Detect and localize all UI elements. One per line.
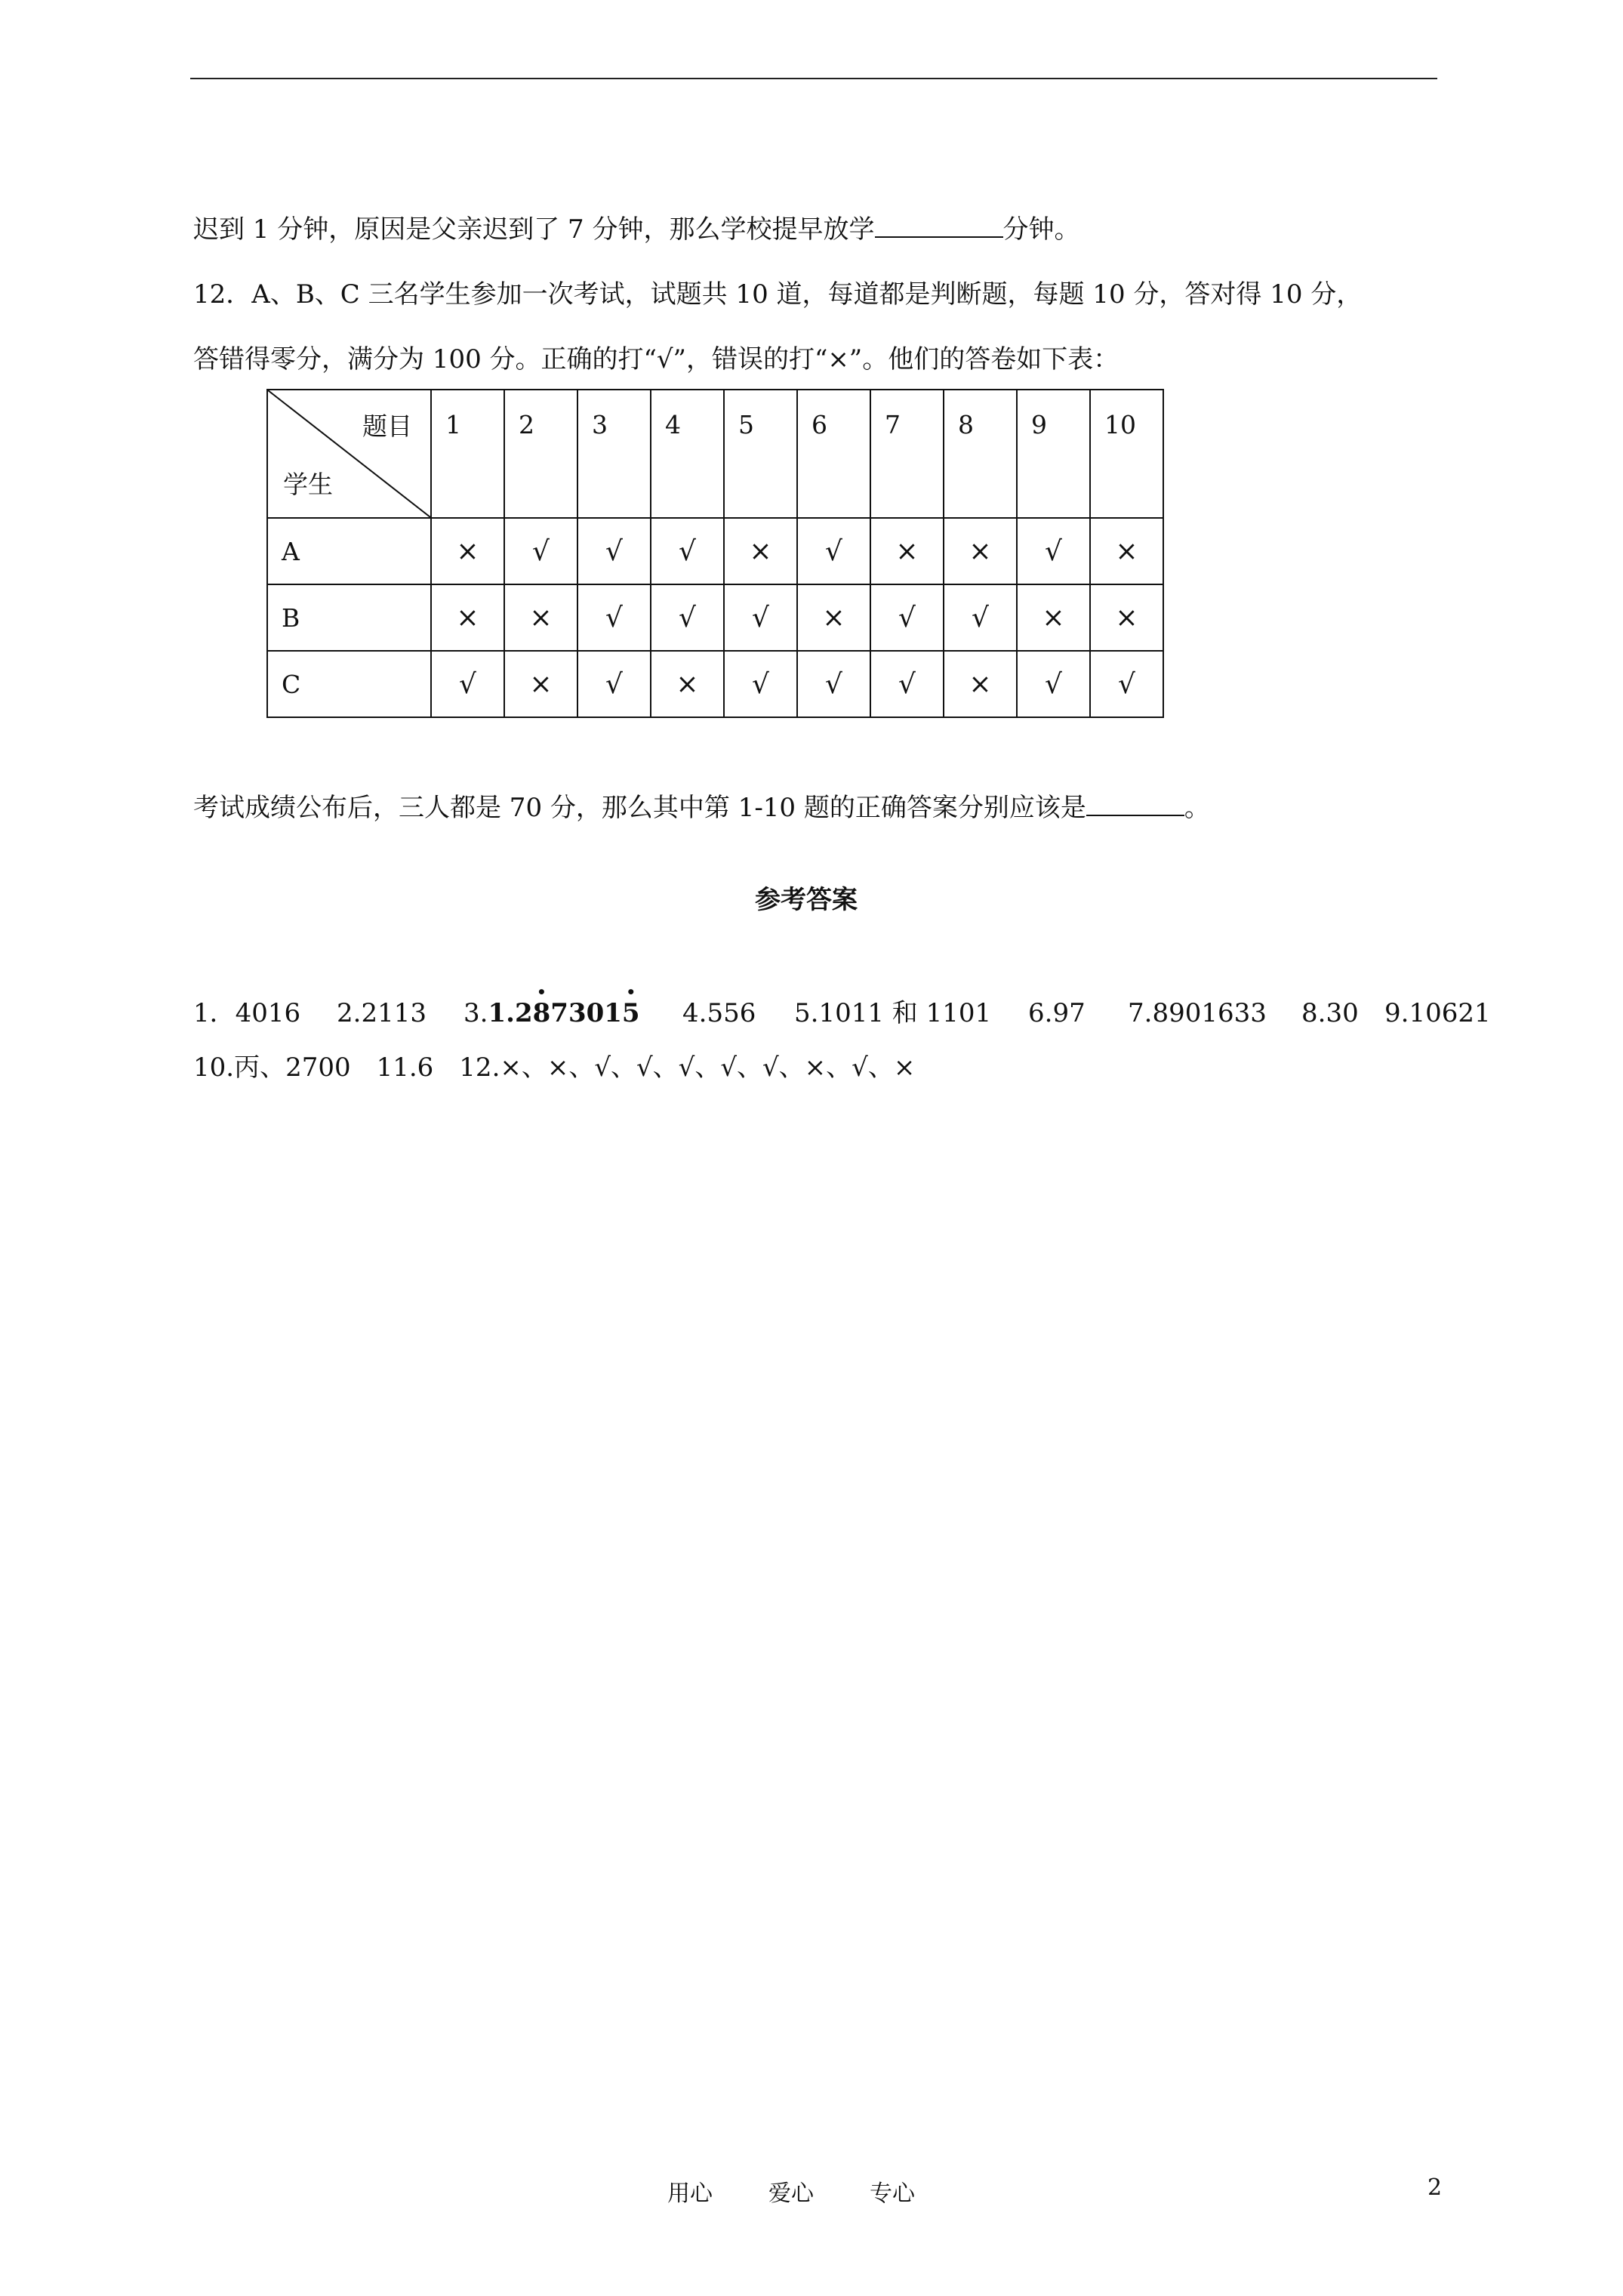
footer-motto-3: 专心	[870, 2180, 915, 2207]
answer-line-2: 10.丙、2700 11.6 12.×、×、√、√、√、√、√、×、√、×	[193, 1052, 916, 1083]
answer-mark: ×	[724, 518, 797, 584]
answer-mark: √	[724, 651, 797, 717]
answer-mark: ×	[431, 518, 504, 584]
row-label: B	[267, 584, 431, 651]
answer-5: 5.1011 和 1101	[794, 998, 992, 1028]
answer-blank	[875, 214, 1003, 238]
column-header: 7	[870, 390, 944, 518]
repeat-dot-digit: • 8	[533, 998, 551, 1028]
question-12-line-1: 12．A、B、C 三名学生参加一次考试，试题共 10 道，每道都是判断题，每题 10 分，答对得 10 分，	[193, 279, 1363, 310]
answer-mark: ×	[870, 518, 944, 584]
q11-text: 迟到 1 分钟，原因是父亲迟到了 7 分钟，那么学校提早放学	[193, 214, 875, 245]
page-number: 2	[1427, 2174, 1443, 2201]
row-label: A	[267, 518, 431, 584]
q12-prompt-end: 。	[1184, 793, 1210, 823]
answer-mark: √	[797, 651, 870, 717]
answer-mark: √	[870, 651, 944, 717]
column-header: 3	[577, 390, 651, 518]
answer-mark: ×	[1090, 584, 1163, 651]
diagonal-header-cell	[267, 390, 431, 518]
answer-mark: √	[577, 651, 651, 717]
repeating-decimal	[488, 998, 639, 1028]
answer-mark: ×	[1090, 518, 1163, 584]
column-header: 10	[1090, 390, 1163, 518]
q12-prompt-text: 考试成绩公布后，三人都是 70 分，那么其中第 1-10 题的正确答案分别应该是	[193, 793, 1086, 823]
answer-mark: √	[870, 584, 944, 651]
column-header: 4	[651, 390, 724, 518]
answer-mark: √	[724, 584, 797, 651]
answer-mark: ×	[944, 651, 1017, 717]
table-row	[267, 651, 1163, 717]
answer-mark: √	[1017, 651, 1090, 717]
repeating-decimal-start: 1.2	[488, 998, 533, 1028]
answer-4: 4.556	[682, 998, 756, 1028]
answer-2: 2.2113	[337, 998, 427, 1028]
header-rule	[190, 78, 1437, 79]
answer-mark: √	[577, 518, 651, 584]
answer-3-prefix: 3.	[463, 998, 488, 1028]
table-row	[267, 518, 1163, 584]
header-question-label: 题目	[362, 411, 412, 441]
answer-mark: √	[1017, 518, 1090, 584]
question-12-line-2: 答错得零分，满分为 100 分。正确的打“√”，错误的打“×”。他们的答卷如下表：	[193, 344, 1119, 374]
answer-mark: √	[431, 651, 504, 717]
table-row	[267, 584, 1163, 651]
answer-mark: ×	[944, 518, 1017, 584]
q11-text-end: 分钟。	[1002, 214, 1080, 245]
column-header: 2	[504, 390, 577, 518]
header-student-label: 学生	[283, 470, 333, 499]
answer-mark: ×	[797, 584, 870, 651]
answer-8: 8.30	[1301, 998, 1359, 1028]
answer-mark: √	[651, 584, 724, 651]
footer-motto-2: 爱心	[768, 2180, 814, 2207]
row-label: C	[267, 651, 431, 717]
answer-mark: ×	[504, 651, 577, 717]
answer-3	[463, 998, 640, 1028]
repeat-dot-digit: • 5	[622, 998, 640, 1028]
column-header: 1	[431, 390, 504, 518]
answer-mark: √	[1090, 651, 1163, 717]
answer-mark: ×	[504, 584, 577, 651]
answer-sheet-table	[266, 389, 1164, 718]
answer-7: 7.8901633	[1128, 998, 1267, 1028]
question-12-prompt	[193, 792, 1210, 823]
column-header: 5	[724, 390, 797, 518]
answer-mark: ×	[1017, 584, 1090, 651]
column-header: 9	[1017, 390, 1090, 518]
answer-mark: √	[797, 518, 870, 584]
answer-mark: √	[577, 584, 651, 651]
answer-mark: ×	[431, 584, 504, 651]
footer-motto-1: 用心	[667, 2180, 713, 2207]
answer-1: 1．4016	[193, 998, 301, 1028]
answer-mark: √	[944, 584, 1017, 651]
table-header-row	[267, 390, 1163, 518]
answer-9: 9.10621	[1384, 998, 1491, 1028]
column-header: 6	[797, 390, 870, 518]
column-header: 8	[944, 390, 1017, 518]
answer-mark: √	[651, 518, 724, 584]
answer-mark: √	[504, 518, 577, 584]
answer-6: 6.97	[1028, 998, 1086, 1028]
answer-blank	[1086, 792, 1184, 816]
repeating-decimal-middle: 7301	[550, 998, 622, 1028]
answer-key-title: 参考答案	[755, 885, 858, 915]
answer-mark: ×	[651, 651, 724, 717]
question-11-continuation	[193, 214, 1080, 245]
